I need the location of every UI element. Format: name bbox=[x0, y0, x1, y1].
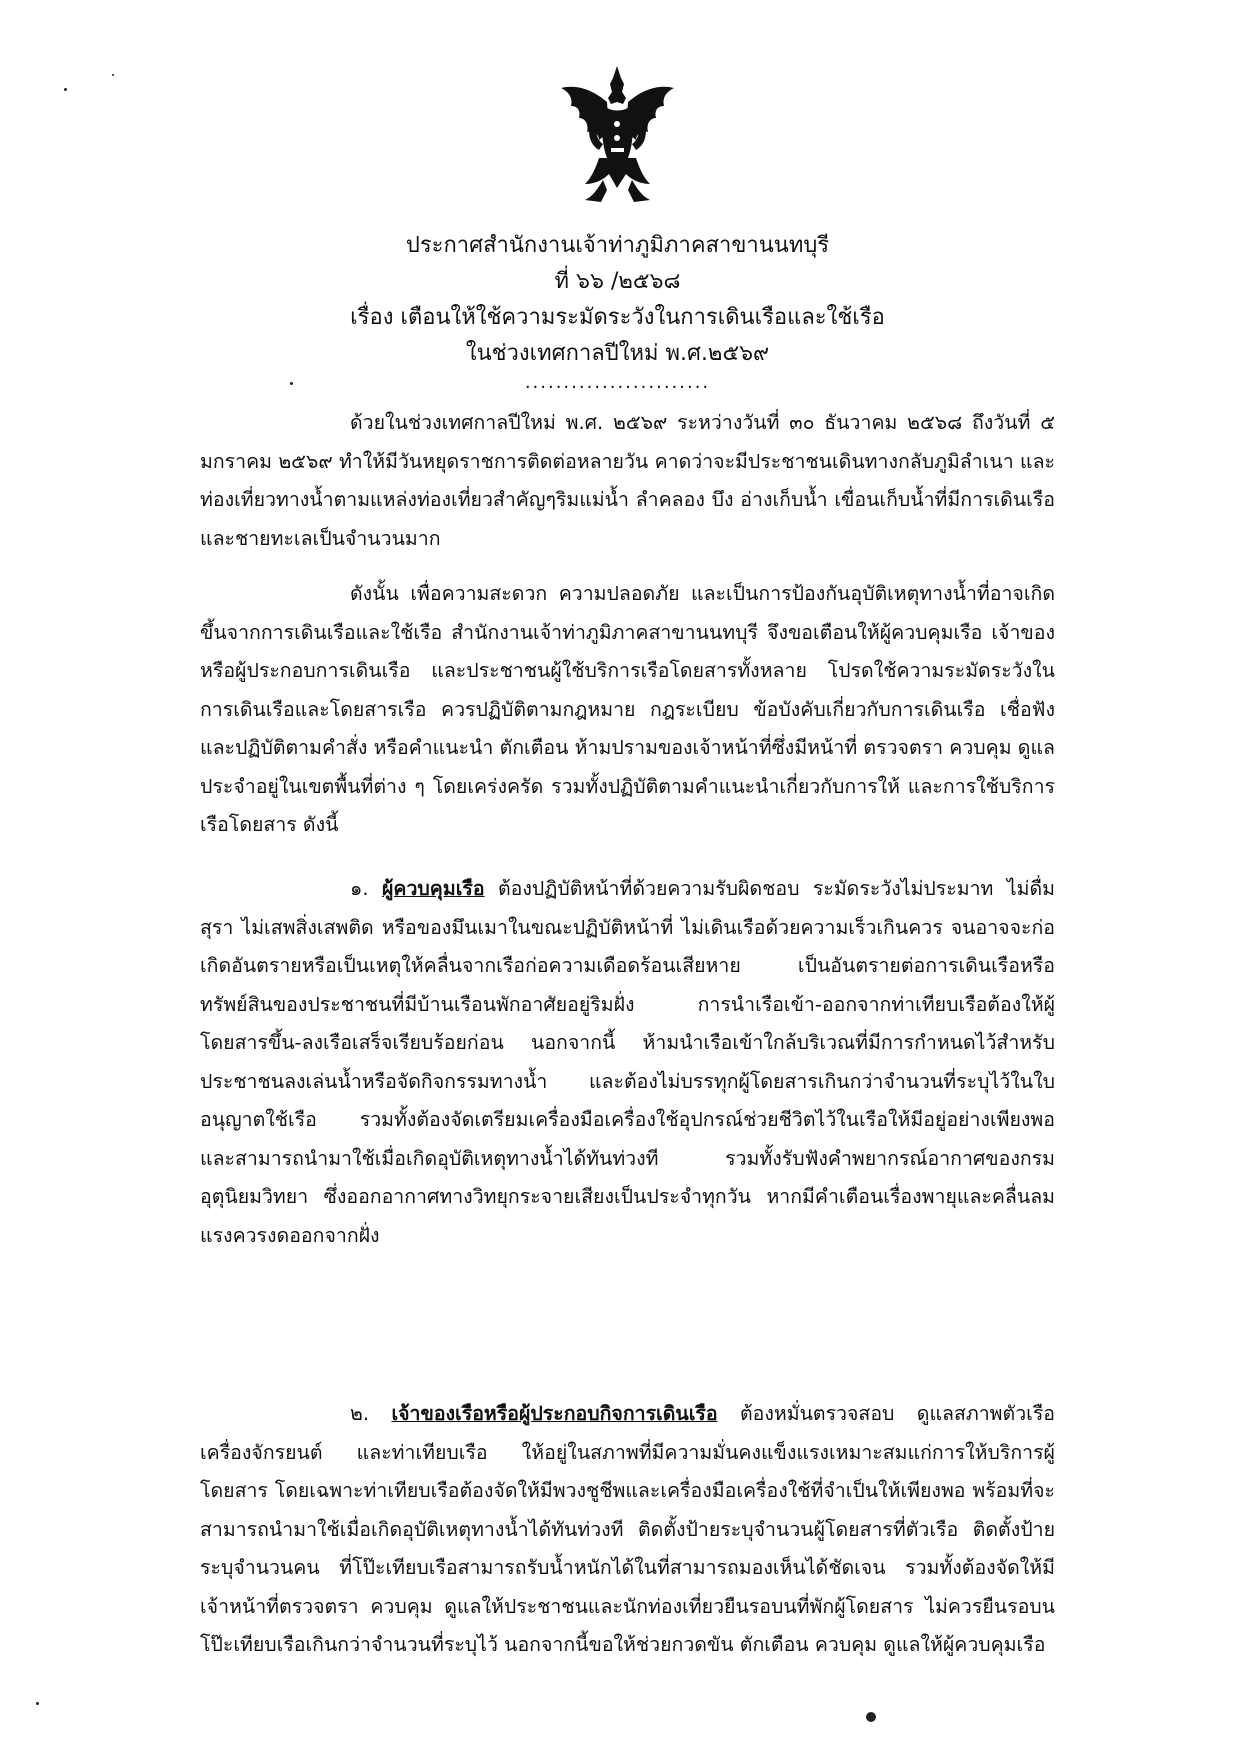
item-1-heading: ผู้ควบคุมเรือ bbox=[382, 877, 485, 900]
scan-speck bbox=[64, 88, 67, 91]
office-title: ประกาศสำนักงานเจ้าท่าภูมิภาคสาขานนทบุรี bbox=[405, 233, 830, 258]
therefore-text: ดังนั้น เพื่อความสะดวก ความปลอดภัย และเป็นการป้องกันอุบัติเหตุทางน้ำที่อาจเกิดขึ้นจากการเดินเรือและใช้เรือ สำนักงานเจ้าท่าภูมิภาคสาขานนทบุรี จึงขอเตือนให้ผู้ควบคุมเรือ เจ้าของหรือผู้ประกอบการเดินเรือ และประชาชนผู้ใช้บริการเรือโดยสารทั้งหลาย โปรดใช้ความระมัดระวังในการเดินเรือและโดยสารเรือ ควรปฏิบัติตามกฎหมาย กฎระเบียบ ข้อบังคับเกี่ยวกับการเดินเรือ เชื่อฟังและปฏิบัติตามคำสั่ง หรือคำแนะนำ ตักเตือน ห้ามปรามของเจ้าหน้าที่ซึ่งมีหน้าที่ ตรวจตรา ควบคุม ดูแลประจำอยู่ในเขตพื้นที่ต่าง ๆ โดยเคร่งครัด รวมทั้งปฏิบัติตามคำแนะนำเกี่ยวกับการให้ และการใช้บริการเรือโดยสาร ดังนี้ bbox=[200, 582, 1055, 836]
scan-speck bbox=[36, 1702, 39, 1705]
item-2-heading: เจ้าของเรือหรือผู้ประกอบกิจการเดินเรือ bbox=[391, 1402, 718, 1425]
item-2-paragraph bbox=[200, 1395, 1055, 1665]
item-1-number: ๑. bbox=[350, 877, 369, 900]
therefore-paragraph bbox=[200, 575, 1055, 845]
scan-speck bbox=[866, 1712, 876, 1722]
garuda-emblem-icon bbox=[555, 62, 680, 207]
item-1-text: ต้องปฏิบัติหน้าที่ด้วยความรับผิดชอบ ระมัดระวังไม่ประมาท ไม่ดื่มสุรา ไม่เสพสิ่งเสพติด หรือของมึนเมาในขณะปฏิบัติหน้าที่ ไม่เดินเรือด้วยความเร็วเกินควร จนอาจจะก่อเกิดอันตรายหรือเป็นเหตุให้คลื่นจากเรือก่อความเดือดร้อนเสียหาย เป็นอันตรายต่อการเดินเรือหรือทรัพย์สินของประชาชนที่มีบ้านเรือนพักอาศัยอยู่ริมฝั่ง การนำเรือเข้า-ออกจากท่าเทียบเรือต้องให้ผู้โดยสารขึ้น-ลงเรือเสร็จเรียบร้อยก่อน นอกจากนี้ ห้ามนำเรือเข้าใกล้บริเวณที่มีการกำหนดไว้สำหรับประชาชนลงเล่นน้ำหรือจัดกิจกรรมทางน้ำ และต้องไม่บรรทุกผู้โดยสารเกินกว่าจำนวนที่ระบุไว้ในใบอนุญาตใช้เรือ รวมทั้งต้องจัดเตรียมเครื่องมือเครื่องใช้อุปกรณ์ช่วยชีวิตไว้ในเรือให้มีอยู่อย่างเพียงพอ และสามารถนำมาใช้เมื่อเกิดอุบัติเหตุทางน้ำได้ทันท่วงที รวมทั้งรับฟังคำพยากรณ์อากาศของกรมอุตุนิยมวิทยา ซึ่งออกอากาศทางวิทยุกระจายเสียงเป็นประจำทุกวัน หากมีคำเตือนเรื่องพายุและคลื่นลมแรงควรงดออกจากฝั่ง bbox=[200, 877, 1055, 1247]
announcement-header bbox=[0, 228, 1235, 394]
item-2-number: ๒. bbox=[350, 1402, 370, 1425]
announcement-subject: เรื่อง เตือนให้ใช้ความระมัดระวังในการเดินเรือและใช้เรือ bbox=[350, 305, 885, 330]
item-2-text: ต้องหมั่นตรวจสอบ ดูแลสภาพตัวเรือ เครื่องจักรยนต์ และท่าเทียบเรือ ให้อยู่ในสภาพที่มีความมั่นคงแข็งแรงเหมาะสมแก่การให้บริการผู้โดยสาร โดยเฉพาะท่าเทียบเรือต้องจัดให้มีพวงชูชีพและเครื่องมือเครื่องใช้ที่จำเป็นให้เพียงพอ พร้อมที่จะสามารถนำมาใช้เมื่อเกิดอุบัติเหตุทางน้ำได้ทันท่วงที ติดตั้งป้ายระบุจำนวนผู้โดยสารที่ตัวเรือ ติดตั้งป้ายระบุจำนวนคน ที่โป๊ะเทียบเรือสามารถรับน้ำหนักได้ในที่สามารถมองเห็นได้ชัดเจน รวมทั้งต้องจัดให้มีเจ้าหน้าที่ตรวจตรา ควบคุม ดูแลให้ประชาชนและนักท่องเที่ยวยืนรอบนที่พักผู้โดยสาร ไม่ควรยืนรอบนโป๊ะเทียบเรือเกินกว่าจำนวนที่ระบุไว้ นอกจากนี้ขอให้ช่วยกวดขัน ตักเตือน ควบคุม ดูแลให้ผู้ควบคุมเรือ bbox=[200, 1402, 1055, 1656]
scan-speck bbox=[112, 74, 114, 76]
intro-paragraph bbox=[200, 404, 1055, 558]
item-1-paragraph bbox=[200, 870, 1055, 1255]
announcement-subject-line2: ในช่วงเทศกาลปีใหม่ พ.ศ.๒๕๖๙ bbox=[465, 341, 770, 366]
intro-text: ด้วยในช่วงเทศกาลปีใหม่ พ.ศ. ๒๕๖๙ ระหว่างวันที่ ๓๐ ธันวาคม ๒๕๖๘ ถึงวันที่ ๕ มกราคม ๒๕๖๙ ทำให้มีวันหยุดราชการติดต่อหลายวัน คาดว่าจะมีประชาชนเดินทางกลับภูมิลำเนา และท่องเที่ยวทางน้ำตามแหล่งท่องเที่ยวสำคัญๆริมแม่น้ำ ลำคลอง บึง อ่างเก็บน้ำ เขื่อนเก็บน้ำที่มีการเดินเรือ และชายทะเลเป็นจำนวนมาก bbox=[200, 411, 1055, 550]
announcement-number: ที่ ๖๖ /๒๕๖๘ bbox=[554, 269, 681, 294]
separator-dots: ........................ bbox=[524, 372, 711, 393]
scan-speck bbox=[290, 382, 293, 385]
